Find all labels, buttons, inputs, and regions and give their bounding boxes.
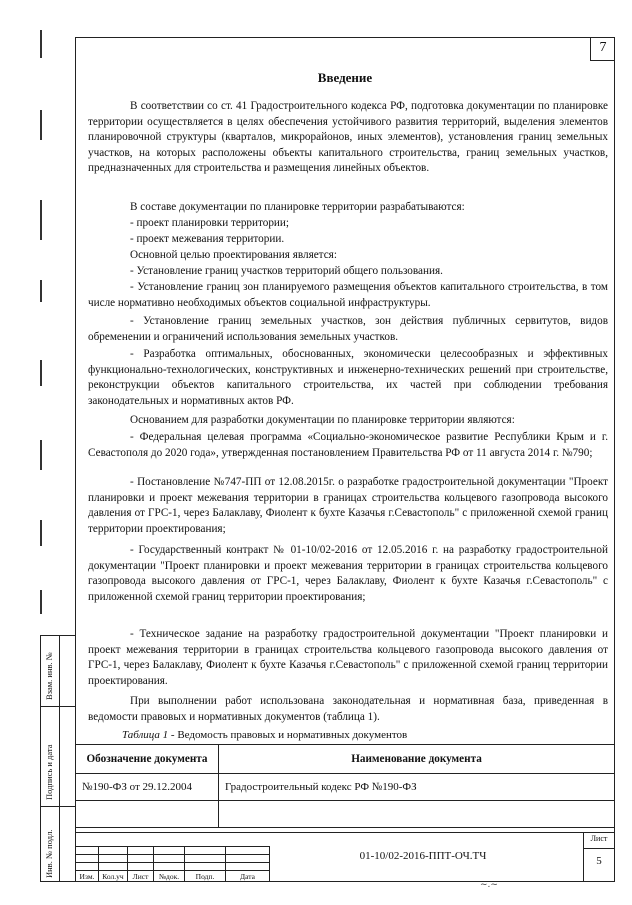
margin-mark bbox=[40, 590, 42, 614]
margin-mark bbox=[40, 440, 42, 470]
paragraph: - Установление границ зон планируемого размещения объектов капитального строительства, в том числе нормативно необходимых объектов социальной инфраструктуры. bbox=[88, 281, 608, 309]
paragraph: - проект межевания территории. bbox=[130, 233, 285, 245]
side-label-signature-date: Подпись и дата bbox=[44, 744, 54, 800]
stamp-col-label: Кол.уч bbox=[99, 871, 128, 882]
paragraph: Основной целью проектирования является: bbox=[130, 249, 337, 261]
paragraph: При выполнении работ использована законодательная и нормативная база, приведенная в ведомости правовых и нормативных документов (таблица 1). bbox=[88, 695, 608, 723]
handwritten-mark: ~.~ bbox=[480, 880, 498, 890]
table-row-empty bbox=[76, 801, 615, 828]
stamp-col-label: Дата bbox=[226, 871, 270, 882]
table-caption bbox=[122, 729, 407, 741]
margin-mark bbox=[40, 110, 42, 140]
paragraph: - Федеральная целевая программа «Социально-экономическое развитие Республики Крым и г. Севастополя до 2020 года», утвержденная постановлением Правительства РФ от 11 августа 2014 г. №790; bbox=[88, 431, 608, 459]
paragraph: Основанием для разработки документации по планировке территории являются: bbox=[130, 414, 515, 426]
sheet-label: Лист bbox=[590, 834, 608, 843]
document-code: 01-10/02-2016-ППТ-ОЧ.ТЧ bbox=[359, 850, 487, 862]
paragraph: - Постановление №747-ПП от 12.08.2015г. о разработке градостроительной документации "Проект планировки и проект межевания территории в границах строительства кольцевого газопровода высокого давления от ГРС-1, через Балаклаву, Фиолент к бухте Казачья г.Севастополь" с приложенной схемой границ территории проектирования; bbox=[88, 476, 608, 535]
stamp-col-label: Подп. bbox=[185, 871, 226, 882]
table-header: Наименование документа bbox=[219, 745, 615, 774]
table-header-row bbox=[76, 745, 615, 774]
table-cell: Градостроительный кодекс РФ №190-ФЗ bbox=[219, 774, 615, 801]
stamp-col-label: №док. bbox=[154, 871, 185, 882]
paragraph: - Установление границ земельных участков, зон действия публичных сервитутов, видов обременении и ограничений использования земельных участков. bbox=[88, 315, 608, 343]
paragraph: - Техническое задание на разработку градостроительной документации "Проект планировки и проект межевания территории в границах строительства кольцевого газопровода высокого давления от ГРС-1, через Балаклаву, Фиолент к бухте Казачья г.Севастополь" с приложенной схемой границ территории проектирования. bbox=[88, 628, 608, 687]
documents-table bbox=[75, 744, 615, 828]
paragraph: - проект планировки территории; bbox=[130, 217, 290, 229]
margin-mark bbox=[40, 280, 42, 302]
paragraph: - Государственный контракт № 01-10/02-2016 от 12.05.2016 г. на разработку градостроительной документации "Проект планировки и проект межевания территории в границах строительства кольцевого газопровода высокого давления от ГРС-1, через Балаклаву, Фиолент к бухте Казачья г.Севастополь" с приложенной схемой границ территории проектирования; bbox=[88, 544, 608, 603]
table-row bbox=[76, 774, 615, 801]
page-number-box: 7 bbox=[590, 37, 615, 61]
section-title: Введение bbox=[317, 70, 373, 85]
table-header: Обозначение документа bbox=[76, 745, 219, 774]
stamp-col-label: Изм. bbox=[76, 871, 99, 882]
table-caption-label: Таблица 1 bbox=[122, 729, 169, 741]
revision-grid bbox=[75, 846, 270, 882]
margin-mark bbox=[40, 200, 42, 240]
paragraph: В составе документации по планировке территории разрабатываются: bbox=[130, 201, 465, 213]
sheet-number: 5 bbox=[596, 855, 602, 867]
table-cell: №190-ФЗ от 29.12.2004 bbox=[76, 774, 219, 801]
side-label-inv-original: Инв. № подл. bbox=[44, 829, 54, 878]
paragraph: - Установление границ участков территорий общего пользования. bbox=[130, 265, 443, 277]
paragraph: - Разработка оптимальных, обоснованных, экономически целесообразных и эффективных функционально-технологических, конструктивных и инженерно-технических решений при строительстве, реконструкции объектов капитального строительства, их частей при соблюдении требования законодательных и нормативных актов РФ. bbox=[88, 348, 608, 407]
margin-mark bbox=[40, 360, 42, 386]
side-label-replacement-inv: Взам. инв. № bbox=[44, 652, 54, 700]
paragraph: В соответствии со ст. 41 Градостроительного кодекса РФ, подготовка документации по планировке территории осуществляется в целях обеспечения устойчивого развития территорий, выделения элементов планировочной структуры (кварталов, микрорайонов, иных элементов), установления границ земельных участков, на которых расположены объекты капитального строительства, границ земельных участков, предназначенных для строительства и размещения линейных объектов. bbox=[88, 100, 608, 175]
margin-mark bbox=[40, 30, 42, 58]
margin-mark bbox=[40, 520, 42, 546]
stamp-col-label: Лист bbox=[128, 871, 154, 882]
table-caption-text: - Ведомость правовых и нормативных документов bbox=[168, 729, 408, 741]
